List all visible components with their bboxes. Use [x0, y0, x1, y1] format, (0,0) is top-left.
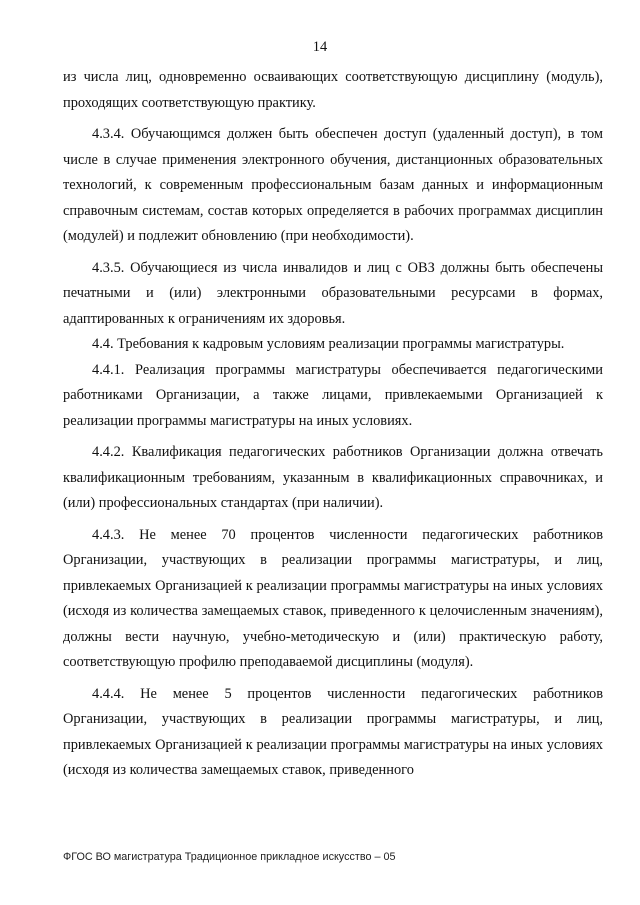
section-heading-4-4: 4.4. Требования к кадровым условиям реализации программы магистратуры.: [92, 336, 565, 352]
paragraph-4-4-4: 4.4.4. Не менее 5 процентов численности педагогических работников Организации, участвующих в реализации программы магистратуры, и лиц, привлекаемых Организацией к реализации программы магистратуры на иных условиях (исходя из количества замещаемых ставок, приведенного: [63, 685, 603, 778]
paragraph-4-4-3: 4.4.3. Не менее 70 процентов численности педагогических работников Организации, участвующих в реализации программы магистратуры, и лиц, привлекаемых Организацией к реализации программы магистратуры на иных условиях (исходя из количества замещаемых ставок, приведенного к целочисленным значениям), должны вести научную, учебно-методическую и (или) практическую работу, соответствующую профилю преподаваемой дисциплины (модуля).: [63, 526, 603, 670]
paragraph-4-4-2: 4.4.2. Квалификация педагогических работников Организации должна отвечать квалификационным требованиям, указанным в квалификационных справочниках, и (или) профессиональных стандартах (при наличии).: [63, 444, 603, 511]
paragraph-4-3-5: 4.3.5. Обучающиеся из числа инвалидов и лиц с ОВЗ должны быть обеспечены печатными и (или) электронными образовательными ресурсами в формах, адаптированных к ограничениям их здоровья.: [63, 259, 603, 327]
page-number: 14: [312, 39, 328, 55]
paragraph-4-3-4: 4.3.4. Обучающимся должен быть обеспечен доступ (удаленный доступ), в том числе в случае применения электронного обучения, дистанционных образовательных технологий, к современным профессиональным базам данных и информационным справочным системам, состав которых определяется в рабочих программах дисциплин (модулей) и подлежит обновлению (при необходимости).: [63, 126, 603, 244]
paragraph-4-4-1: 4.4.1. Реализация программы магистратуры обеспечивается педагогическими работниками Организации, а также лицами, привлекаемыми Организацией к реализации программы магистратуры на иных условиях.: [63, 361, 603, 429]
paragraph-continuation: из числа лиц, одновременно осваивающих соответствующую дисциплину (модуль), проходящих соответствующую практику.: [63, 69, 603, 111]
page-body: [63, 65, 603, 784]
page-footer: ФГОС ВО магистратура Традиционное прикладное искусство – 05: [63, 851, 396, 863]
